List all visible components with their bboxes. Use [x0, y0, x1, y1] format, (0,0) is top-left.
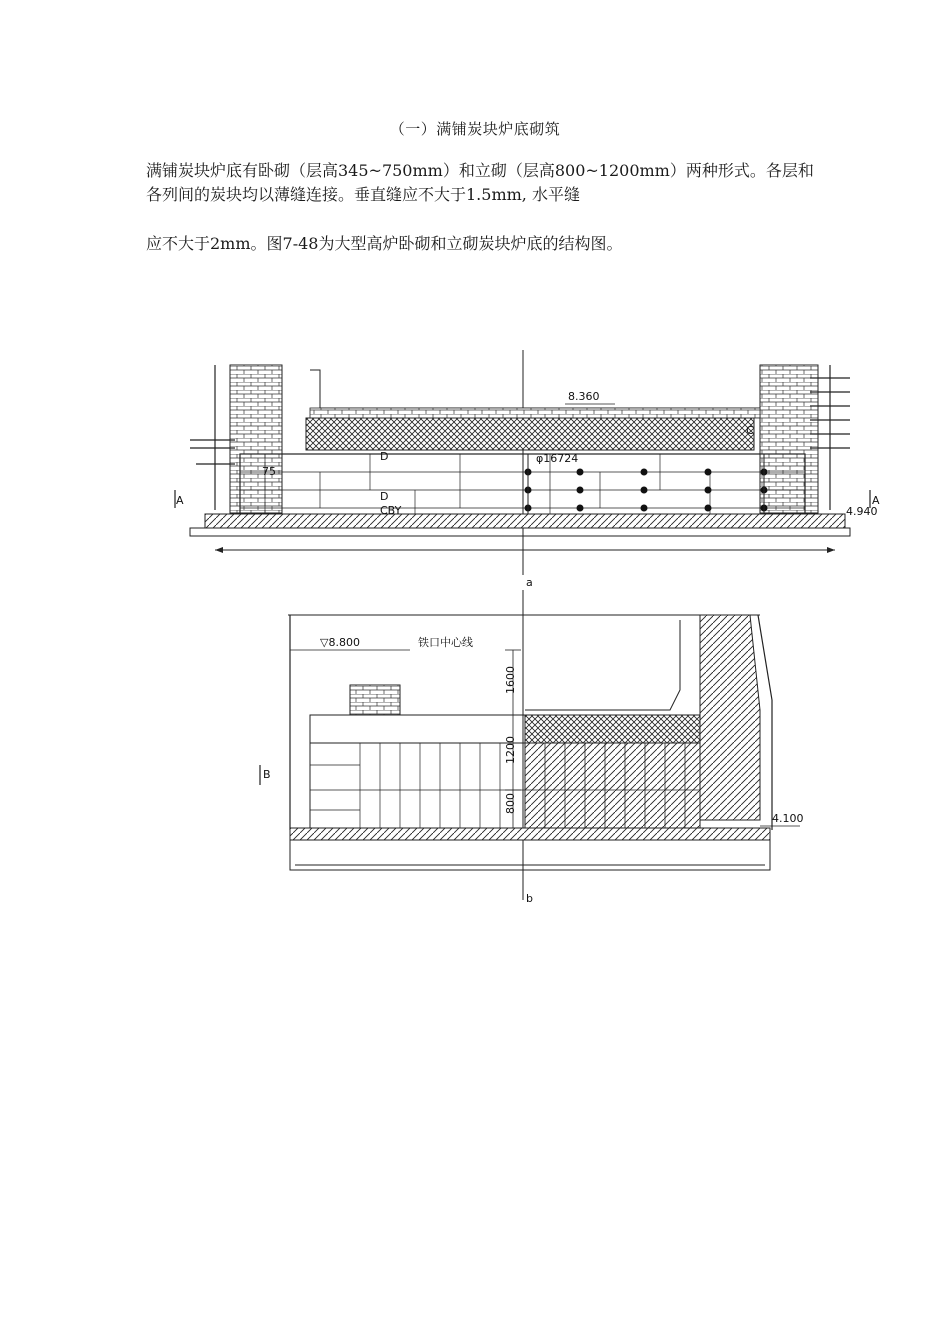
- cby-label: CBY: [380, 504, 402, 517]
- bottom-elevation-label: 4.940: [846, 505, 878, 518]
- dim-800-label: 800: [504, 793, 517, 814]
- furnace-bottom-drawing: [160, 350, 920, 910]
- top-view-drawing: [175, 350, 870, 575]
- axis-b-label: b: [526, 892, 533, 905]
- layer-c-label: C: [746, 424, 754, 437]
- section-heading: （一）满铺炭块炉底砌筑: [389, 120, 561, 138]
- axis-a-label: a: [526, 576, 533, 589]
- top-elevation-label: 8.360: [568, 390, 600, 403]
- section-top-elevation: ▽8.800: [320, 636, 360, 649]
- body-paragraph-2: 应不大于2mm。图7-48为大型高炉卧砌和立砌炭块炉底的结构图。: [146, 234, 623, 253]
- diameter-label: φ16724: [536, 452, 579, 465]
- taphole-centerline-label: 铁口中心线: [418, 636, 473, 649]
- section-a-right: A: [872, 494, 880, 507]
- layer-d-label-2: D: [380, 490, 389, 503]
- dim-75-label: 75: [262, 465, 276, 478]
- section-bottom-elevation: 4.100: [772, 812, 804, 825]
- body-paragraph-1: 满铺炭块炉底有卧砌（层高345~750mm）和立砌（层高800~1200mm）两种形式。各层和各列间的炭块均以薄缝连接。垂直缝应不大于1.5mm, 水平缝: [146, 161, 814, 204]
- section-a-left: A: [176, 494, 184, 507]
- dim-1200-label: 1200: [504, 736, 517, 764]
- layer-d-label-1: D: [380, 450, 389, 463]
- dim-1600-label: 1600: [504, 666, 517, 694]
- section-b-marker: B: [263, 768, 271, 781]
